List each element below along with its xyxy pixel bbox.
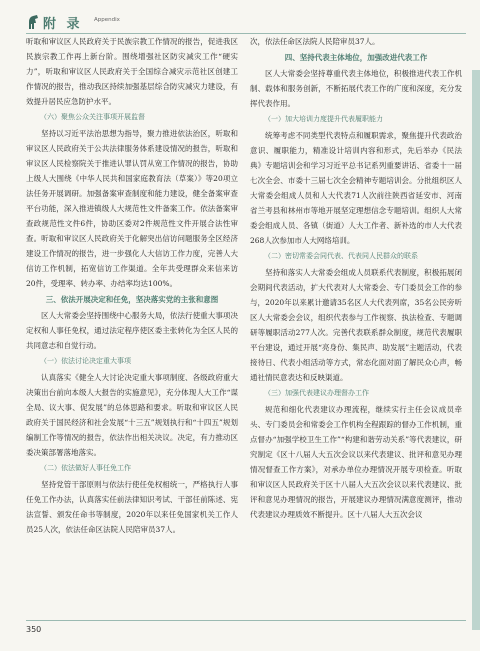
subsection-heading: （六）聚焦公众关注事项开展监督: [40, 113, 145, 121]
page-number: 350: [26, 625, 42, 634]
paragraph: 区人大常委会坚持尊重代表主体地位，积极推进代表工作机制、载体和服务创新，不断拓展代表工作的广度和深度，充分发挥代表作用。: [250, 69, 462, 108]
section-title: 附 录: [43, 17, 83, 32]
paragraph: 区人大常委会坚持围绕中心服务大局，依法行使重大事项决定权和人事任免权，通过法定程序使区委主张转化为全区人民的共同意志和自觉行动。: [26, 311, 238, 350]
paragraph: 坚持和落实人大常委会组成人员联系代表制度，积极拓展闭会期间代表活动，扩大代表对人大常委会、专门委员会工作的参与，2020年以来累计邀请35名区人大代表列席，35名公民旁听区人大常委会会议，组织代表参与工作视察、执法检查、专题调研等履职活动277人次。完善代表联系群众制度，规范代表履职平台建设，通过开展“亮身份、集民声、助发展”主题活动，代表接待日、代表小组活动等方式，常态化面对面了解民众心声，畅通社情民意表达和反映渠道。: [250, 268, 462, 382]
footer-divider: [26, 620, 466, 621]
paragraph: 规范和细化代表建议办理流程，继续实行主任会议成员牵头、专门委员会和常委会工作机构全程跟踪的督办工作机制，重点督办“加强学校卫生工作”“构建和谐劳动关系”等代表建议，研究制定《区十八届人大五次会议以来代表建议、批评和意见办理情况督查工作方案》，对承办单位办理情况开展专项检查。听取和审议区人民政府关于区十八届人大五次会议以来代表建议、批评和意见办理情况的报告，开展建议办理情况满意度测评，推动代表建议办理质效不断提升。区十八届人大五次会议: [250, 405, 462, 519]
paragraph: 坚持党管干部原则与依法行使任免权相统一，严格执行人事任免工作办法，认真落实任前法律知识考试、干部任前陈述、宪法宣誓、颁发任命书等制度，2020年以来任免国家机关工作人员25人次，依法任命区法院人民陪审员37人。: [26, 480, 238, 534]
right-text-column: [250, 34, 462, 594]
page-header: [26, 12, 466, 34]
paragraph: 听取和审议区人民政府关于民族宗教工作情况的报告，促进我区民族宗教工作再上新台阶。围绕增强社区防灾减灾工作“硬实力”，听取和审议区人民政府关于全国综合减灾示范社区创建工作情况的报告，推动我区持续加强基层综合防灾减灾力建设，有效提升居民应急防护水平。: [26, 37, 238, 106]
paragraph: 次，依法任命区法院人民陪审员37人。: [250, 37, 380, 46]
paragraph: 坚持以习近平法治思想为指导，聚力推进依法治区，听取和审议区人民政府关于公共法律服务体系建设情况的报告，听取和审议区人民检察院关于推进认罪认罚从宽工作情况的报告，协助上级人大围绕《中华人民共和国家庭教育法（草案）》等20项立法任务开展调研。加强备案审查制度和能力建设，健全备案审查平台功能，深入推进镇级人大规范性文件备案工作。依法备案审查政规范性文件6件，协助区委对2件规范性文件开展合法性审查。听取和审议区人民政府关于化解突出信访问题服务全区经济建设工作情况的报告，进一步强化人大信访工作力度，完善人大信访工作机制，拓宽信访工作渠道。全年共受理群众来信来访20件，受理率、转办率、办结率均达100%。: [26, 129, 238, 288]
subsection-heading: （三）加强代表建议办理督办工作: [264, 389, 369, 397]
subsection-heading: （二）依法做好人事任免工作: [40, 464, 131, 472]
subsection-heading: （二）密切常委会同代表、代表同人民群众的联系: [264, 252, 418, 260]
section-heading: 三、依法开展决定和任免，坚决落实党的主张和意图: [45, 295, 219, 304]
subsection-heading: （一）加大培训力度提升代表履职能力: [264, 115, 383, 123]
section-heading: 四、坚持代表主体地位，加强改进代表工作: [284, 53, 428, 62]
decorative-side-band: [472, 70, 480, 630]
left-text-column: [26, 34, 238, 594]
horse-logo-icon: [26, 14, 40, 30]
paragraph: 统筹考虑不同类型代表特点和履职需求，聚焦提升代表政治意识、履职能力，精准设计培训内容和形式，先后举办《民法典》专题培训会和学习习近平总书记系列重要讲话、省委十一届七次全会、市委十三届七次全会精神专题培训会。分批组织区人大常委会组成人员和人大代表71人次前往陕西省延安市、河南省兰考县和林州市等地开展坚定理想信念专题培训。组织人大常委会组成人员、各镇（街道）人大工作者、新补选的市人大代表268人次参加市人大网络培训。: [250, 131, 462, 245]
paragraph: 认真落实《健全人大讨论决定重大事项制度、各级政府重大决策出台前向本级人大报告的实施意见》，充分体现人大工作“谋全局、议大事、促发展”的总体思路和要求。听取和审议区人民政府关于国民经济和社会发展“十三五”规划执行和“十四五”规划编制工作等情况的报告，依法作出相关决议。决定，有力推动区委决策部署落地落实。: [26, 373, 238, 457]
section-subtitle: Appendix: [94, 17, 120, 23]
subsection-heading: （一）依法讨论决定重大事项: [40, 357, 131, 365]
